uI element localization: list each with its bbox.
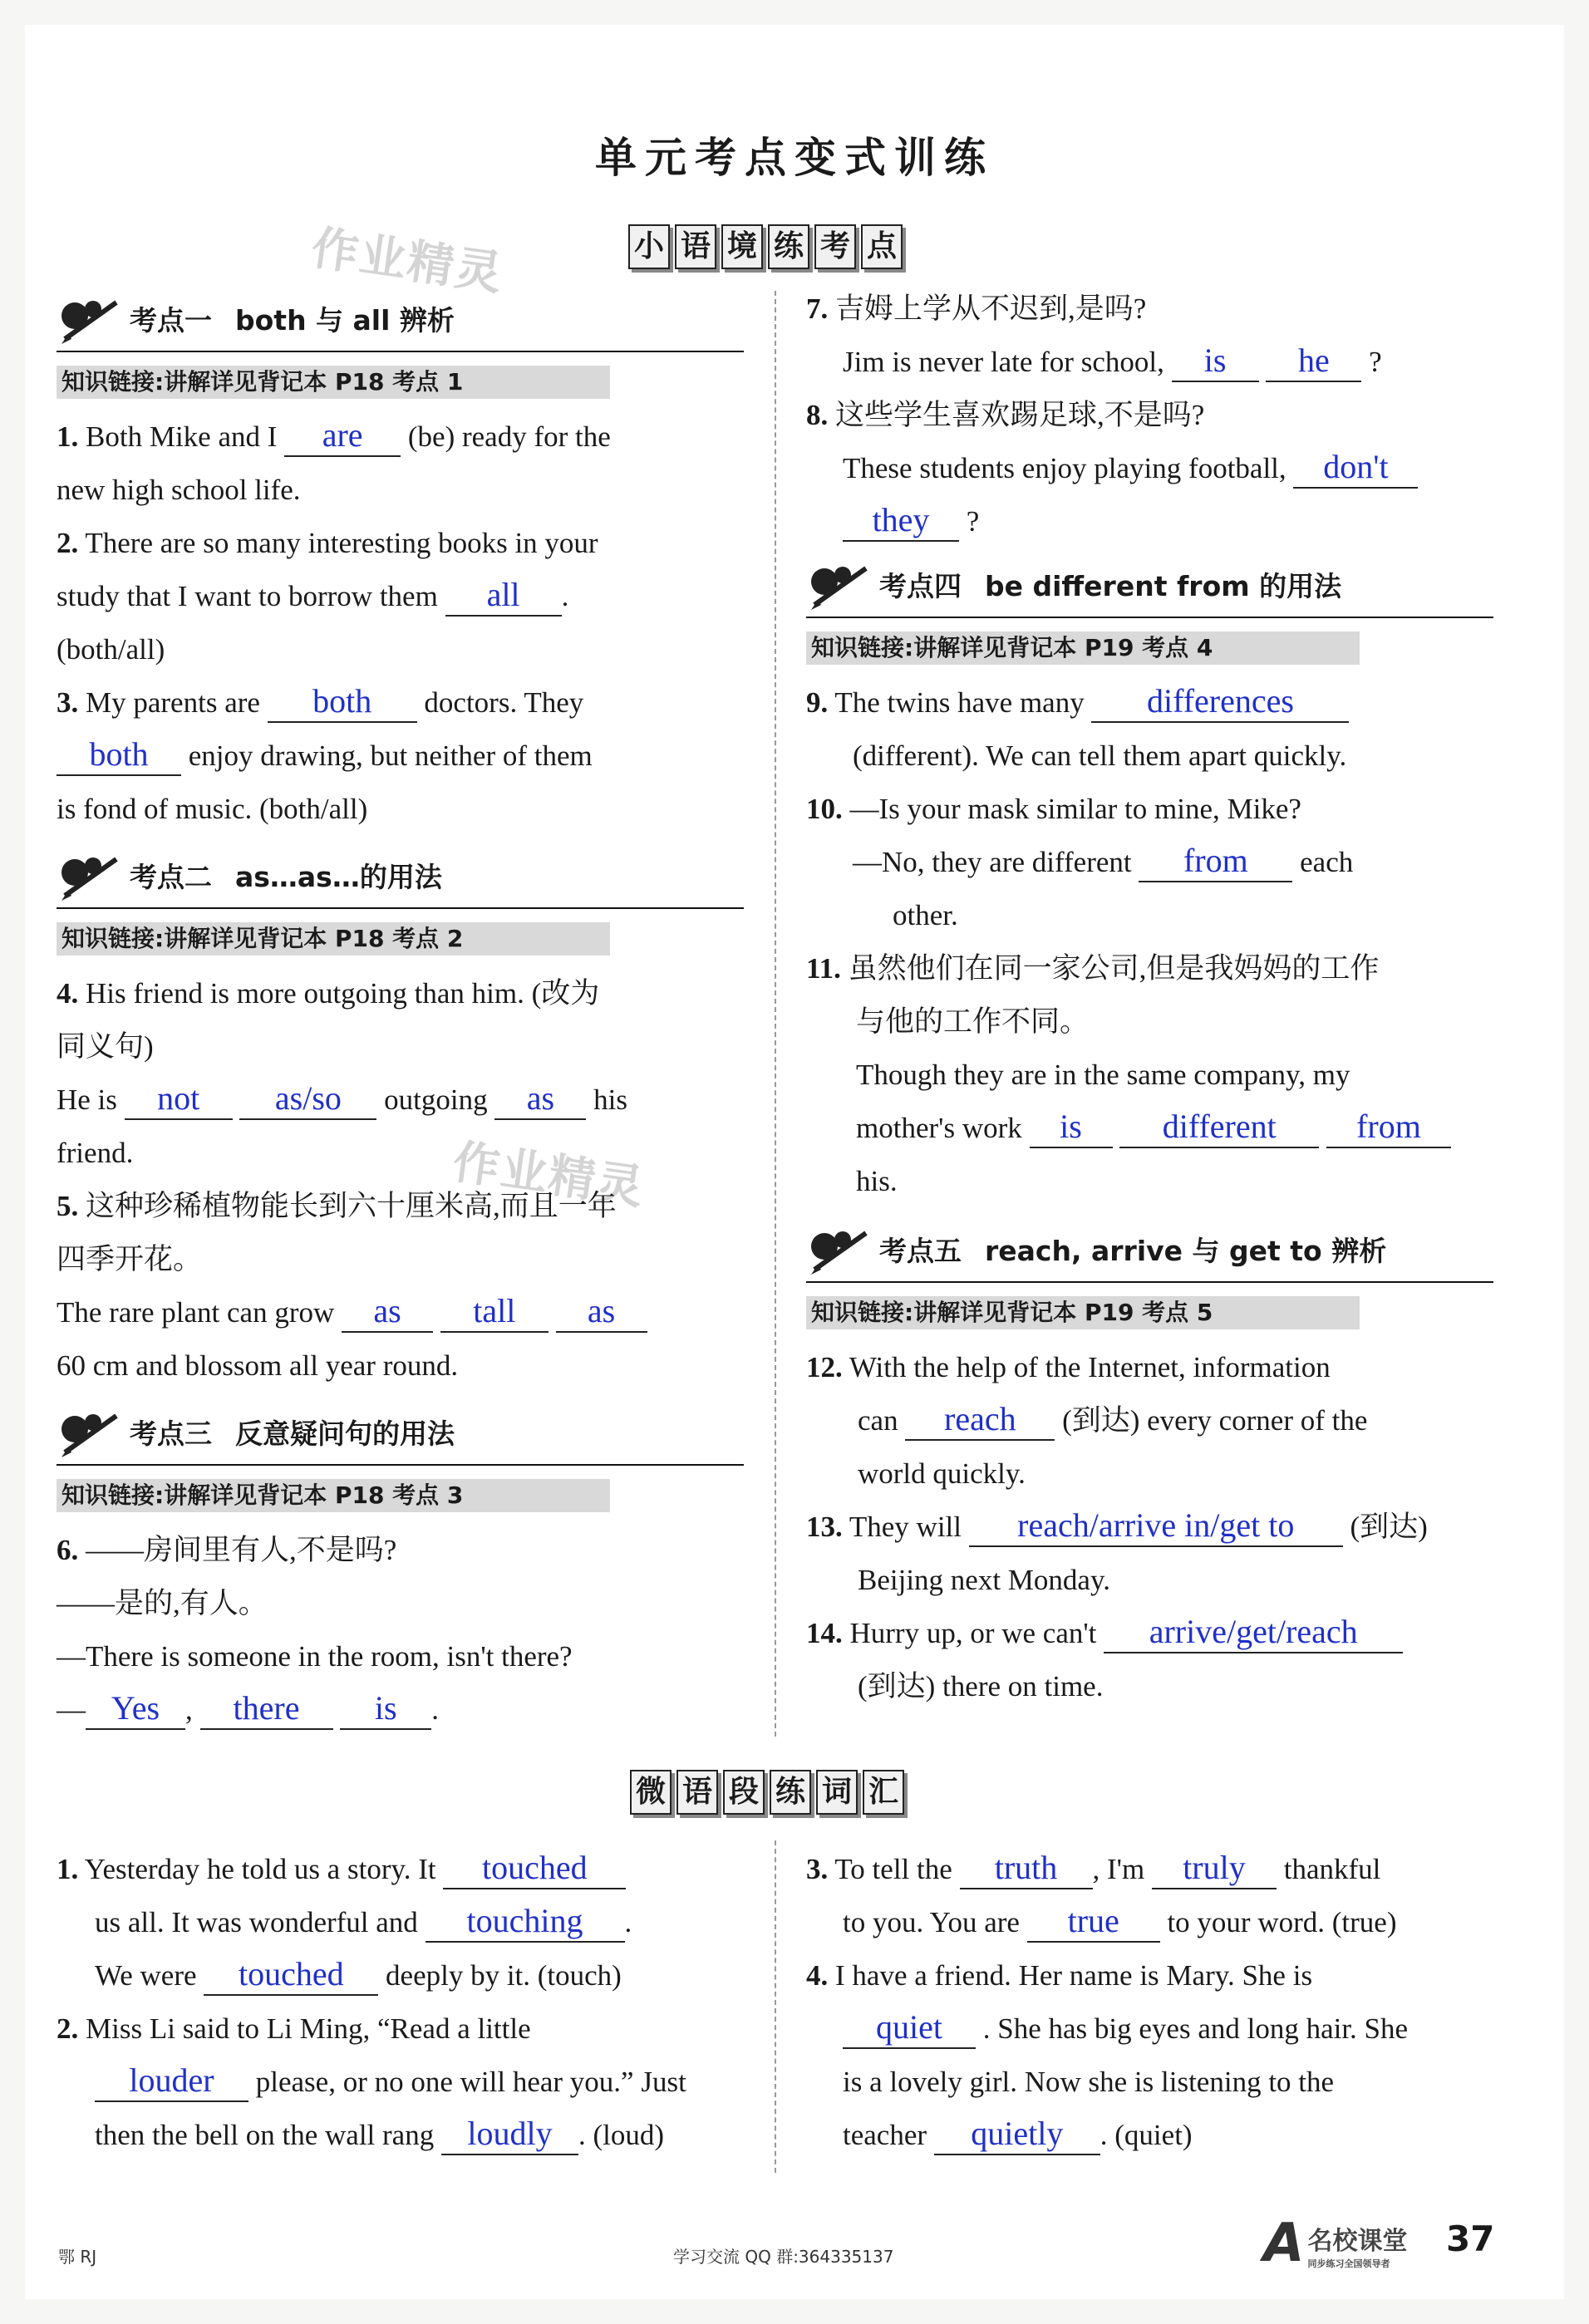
question-13: 13. They will reach/arrive in/get to (到达) <box>806 1501 1428 1555</box>
brand-logo <box>1263 2213 1408 2274</box>
question-8: 8. 这些学生喜欢踢足球,不是吗? <box>806 399 1205 431</box>
section-title-vocabulary <box>630 1770 904 1815</box>
kaodian-label: 考点三 <box>130 1417 212 1450</box>
answer-blank: both <box>268 681 417 723</box>
title-char: 点 <box>861 224 903 269</box>
title-char: 境 <box>721 224 763 269</box>
question-2: 2. There are so many interesting books in your <box>57 527 598 559</box>
title-char: 语 <box>675 224 716 269</box>
knowledge-link: 知识链接:讲解详见背记本 P18 考点 3 <box>57 1479 610 1512</box>
answer-blank: there <box>200 1688 333 1730</box>
knowledge-link: 知识链接:讲解详见背记本 P18 考点 2 <box>57 922 610 956</box>
logo-a-icon: A <box>1263 2213 1305 2274</box>
question-10: 10. —Is your mask similar to mine, Mike? <box>806 793 1301 825</box>
title-char: 段 <box>723 1770 765 1815</box>
title-char: 词 <box>816 1770 858 1815</box>
answer-blank: is <box>340 1688 431 1730</box>
pen-icon <box>57 854 125 904</box>
answer-blank: arrive/get/reach <box>1104 1612 1403 1653</box>
answer-blank: touching <box>426 1901 625 1943</box>
answer-blank: as <box>556 1291 647 1333</box>
answer-blank: is <box>1030 1107 1113 1148</box>
vocab-question-1: 1. Yesterday he told us a story. It touched <box>57 1843 626 1897</box>
section-title-context <box>628 224 903 269</box>
kaodian-label: 考点二 <box>130 860 212 893</box>
kaodian-1-heading <box>57 299 744 352</box>
answer-blank: don't <box>1293 447 1418 489</box>
answer-blank: all <box>445 575 562 617</box>
answer-blank: as <box>342 1291 433 1333</box>
vocab-question-2: 2. Miss Li said to Li Ming, “Read a little <box>57 2012 531 2045</box>
pen-icon <box>57 1411 125 1461</box>
question-3: 3. My parents are both doctors. They <box>57 676 583 730</box>
title-char: 考 <box>814 224 856 269</box>
answer-blank: not <box>125 1078 233 1120</box>
answer-blank: touched <box>204 1954 378 1996</box>
question-5: 5. 这种珍稀植物能长到六十厘米高,而且一年 <box>57 1190 617 1222</box>
answer-blank: different <box>1119 1107 1319 1148</box>
title-char: 汇 <box>863 1770 904 1815</box>
answer-blank: reach <box>905 1399 1055 1441</box>
kaodian-4-heading <box>806 565 1493 618</box>
answer-blank: they <box>843 500 959 542</box>
pen-icon <box>806 1228 874 1278</box>
question-6: 6. ——房间里有人,不是吗? <box>57 1534 397 1566</box>
question-11: 11. 虽然他们在同一家公司,但是我妈妈的工作 <box>806 952 1380 985</box>
logo-subtext: 同步练习全国领导者 <box>1307 2258 1390 2269</box>
question-12: 12. With the help of the Internet, information <box>806 1351 1331 1383</box>
title-char: 练 <box>770 1770 811 1815</box>
kaodian-3-heading <box>57 1413 744 1466</box>
title-char: 语 <box>676 1770 718 1815</box>
pen-icon <box>57 297 125 347</box>
column-divider <box>775 1840 776 2173</box>
answer-blank: Yes <box>86 1688 185 1730</box>
logo-text: 名校课堂 <box>1307 2227 1408 2256</box>
pen-icon <box>806 563 874 613</box>
answer-blank: quietly <box>934 2114 1100 2155</box>
title-char: 微 <box>630 1770 672 1815</box>
answer-blank: reach/arrive in/get to <box>969 1506 1343 1547</box>
question-7: 7. 吉姆上学从不迟到,是吗? <box>806 292 1147 325</box>
vocab-question-3: 3. To tell the truth , I'm truly thankful <box>806 1843 1380 1897</box>
title-char: 练 <box>768 224 809 269</box>
answer-blank: are <box>284 415 401 457</box>
column-divider <box>775 291 776 1737</box>
answer-blank: as/so <box>239 1078 376 1120</box>
watermark: 作业精灵 <box>307 221 507 302</box>
kaodian-label: 考点四 <box>879 569 962 602</box>
knowledge-link: 知识链接:讲解详见背记本 P19 考点 5 <box>806 1296 1360 1329</box>
answer-blank: loudly <box>441 2114 578 2155</box>
answer-blank: both <box>57 735 181 776</box>
question-14: 14. Hurry up, or we can't arrive/get/reach <box>806 1607 1403 1661</box>
question-9: 9. The twins have many differences <box>806 676 1349 730</box>
answer-blank: from <box>1326 1107 1451 1148</box>
kaodian-2-heading <box>57 856 744 909</box>
answer-blank: quiet <box>843 2007 976 2049</box>
answer-blank: truly <box>1152 1848 1277 1889</box>
answer-blank: louder <box>95 2061 248 2102</box>
vocab-question-4: 4. I have a friend. Her name is Mary. She is <box>806 1959 1313 1992</box>
page-title: 单元考点变式训练 <box>595 134 994 182</box>
title-char: 小 <box>628 224 670 269</box>
answer-blank: from <box>1139 841 1292 882</box>
knowledge-link: 知识链接:讲解详见背记本 P18 考点 1 <box>57 366 610 399</box>
kaodian-label: 考点五 <box>879 1234 962 1267</box>
kaodian-5-heading <box>806 1230 1493 1283</box>
kaodian-topic: as…as…的用法 <box>235 860 442 893</box>
question-1: 1. Both Mike and I are (be) ready for the <box>57 410 611 464</box>
kaodian-topic: reach, arrive 与 get to 辨析 <box>985 1234 1387 1267</box>
footer-qq-group: 学习交流 QQ 群:364335137 <box>673 2247 894 2267</box>
page-number: 37 <box>1446 2218 1495 2259</box>
knowledge-link: 知识链接:讲解详见背记本 P19 考点 4 <box>806 631 1360 665</box>
answer-blank: he <box>1266 341 1361 382</box>
answer-blank: touched <box>443 1848 626 1889</box>
kaodian-topic: both 与 all 辨析 <box>235 303 455 337</box>
answer-blank: is <box>1172 341 1259 382</box>
kaodian-topic: 反意疑问句的用法 <box>235 1417 455 1450</box>
answer-blank: differences <box>1091 681 1349 723</box>
kaodian-label: 考点一 <box>130 303 212 337</box>
answer-blank: tall <box>440 1291 549 1333</box>
watermark-2: 作业精灵 <box>449 1135 648 1216</box>
kaodian-topic: be different from 的用法 <box>985 569 1342 602</box>
answer-blank: as <box>494 1078 586 1120</box>
answer-blank: truth <box>960 1848 1093 1889</box>
answer-blank: true <box>1027 1901 1160 1943</box>
footer-edition: 鄂 RJ <box>58 2247 97 2267</box>
question-4: 4. His friend is more outgoing than him. (改为 <box>57 977 600 1010</box>
